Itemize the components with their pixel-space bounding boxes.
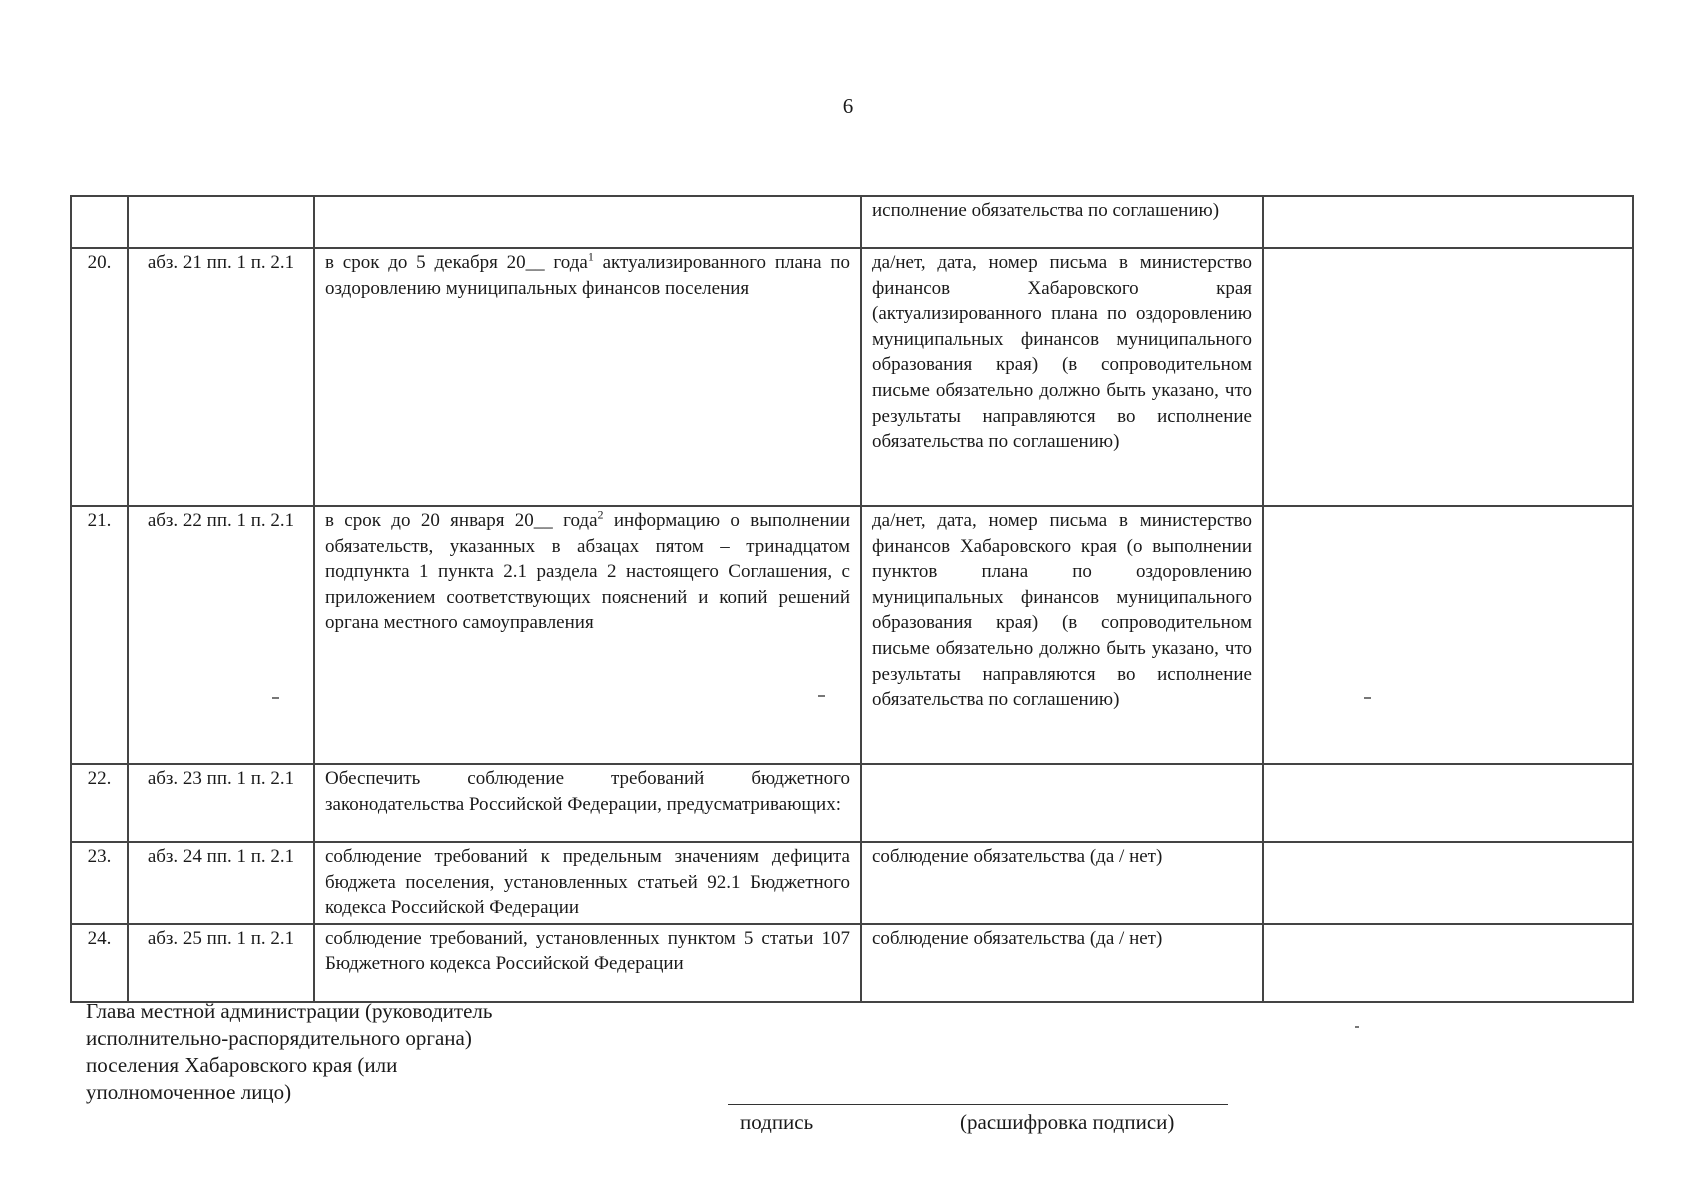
- indicator-cell: [861, 764, 1263, 842]
- indicator-cell: соблюдение обязательства (да / нет): [861, 842, 1263, 924]
- obligation-text-cell: [314, 248, 861, 506]
- table-row: [71, 924, 1633, 1002]
- row-number-cell: 24.: [71, 924, 128, 1002]
- value-cell: [1263, 506, 1633, 764]
- value-cell: [1263, 764, 1633, 842]
- obligation-text-start: в срок до 20 января 20__ года: [325, 510, 598, 531]
- row-number-cell: 21.: [71, 506, 128, 764]
- scan-speck: [272, 697, 279, 699]
- indicator-cell: да/нет, дата, номер письма в министерство финансов Хабаровского края (актуализированного плана по оздоровлению муниципальных финансов муниципального образования края) (в сопроводительном письме обязательно должно быть указано, что результаты направляются во исполнение обязательства по соглашению): [861, 248, 1263, 506]
- obligation-text-end: актуализированного плана по оздоровлению муниципальных финансов поселения: [325, 252, 850, 299]
- table-row: [71, 196, 1633, 248]
- row-number-cell: 22.: [71, 764, 128, 842]
- obligations-table: [70, 195, 1634, 1003]
- footnote-marker: 1: [587, 249, 594, 264]
- signer-title-line: Глава местной администрации (руководитель: [86, 999, 493, 1023]
- signer-title: [86, 998, 492, 1106]
- row-number-cell: 23.: [71, 842, 128, 924]
- obligation-text-cell: соблюдение требований к предельным значениям дефицита бюджета поселения, установленных статьей 92.1 Бюджетного кодекса Российской Федерации: [314, 842, 861, 924]
- table-row: [71, 764, 1633, 842]
- signature-caption: подпись: [740, 1110, 814, 1134]
- table-row: [71, 248, 1633, 506]
- row-number-cell: 20.: [71, 248, 128, 506]
- signature-line: [728, 1104, 1228, 1105]
- value-cell: [1263, 248, 1633, 506]
- clause-reference-cell: абз. 23 пп. 1 п. 2.1: [128, 764, 314, 842]
- clause-reference-cell: абз. 21 пп. 1 п. 2.1: [128, 248, 314, 506]
- value-cell: [1263, 196, 1633, 248]
- obligation-text-cell: [314, 196, 861, 248]
- clause-reference-cell: абз. 24 пп. 1 п. 2.1: [128, 842, 314, 924]
- indicator-cell: исполнение обязательства по соглашению): [861, 196, 1263, 248]
- obligation-text-end: информацию о выполнении обязательств, указанных в абзацах пятом – тринадцатом подпункта 1 пункта 2.1 раздела 2 настоящего Соглашения, с приложением соответствующих пояснений и копий решений органа местного самоуправления: [325, 510, 850, 634]
- table-row: [71, 506, 1633, 764]
- clause-reference-cell: абз. 25 пп. 1 п. 2.1: [128, 924, 314, 1002]
- clause-reference-cell: абз. 22 пп. 1 п. 2.1: [128, 506, 314, 764]
- signer-title-line: поселения Хабаровского края (или: [86, 1053, 398, 1077]
- indicator-cell: да/нет, дата, номер письма в министерство финансов Хабаровского края (о выполнении пунктов плана по оздоровлению муниципальных финансов муниципального образования края) (в сопроводительном письме обязательно должно быть указано, что результаты направляются во исполнение обязательства по соглашению): [861, 506, 1263, 764]
- scan-speck: [818, 695, 825, 697]
- clause-reference-cell: [128, 196, 314, 248]
- row-number-cell: [71, 196, 128, 248]
- value-cell: [1263, 924, 1633, 1002]
- footnote-marker: 2: [597, 507, 604, 522]
- obligation-text-cell: [314, 506, 861, 764]
- value-cell: [1263, 842, 1633, 924]
- indicator-cell: соблюдение обязательства (да / нет): [861, 924, 1263, 1002]
- scan-speck: [1364, 697, 1371, 699]
- table-row: [71, 842, 1633, 924]
- signer-title-line: исполнительно-распорядительного органа): [86, 1026, 472, 1050]
- obligation-text-start: в срок до 5 декабря 20__ года: [325, 252, 588, 273]
- signature-decoding-caption: (расшифровка подписи): [960, 1110, 1175, 1134]
- obligation-text-cell: соблюдение требований, установленных пунктом 5 статьи 107 Бюджетного кодекса Российской Федерации: [314, 924, 861, 1002]
- obligation-text-cell: Обеспечить соблюдение требований бюджетного законодательства Российской Федерации, предусматривающих:: [314, 764, 861, 842]
- page-number: 6: [842, 94, 854, 118]
- signer-title-line: уполномоченное лицо): [86, 1080, 292, 1104]
- scan-speck: [1355, 1026, 1359, 1028]
